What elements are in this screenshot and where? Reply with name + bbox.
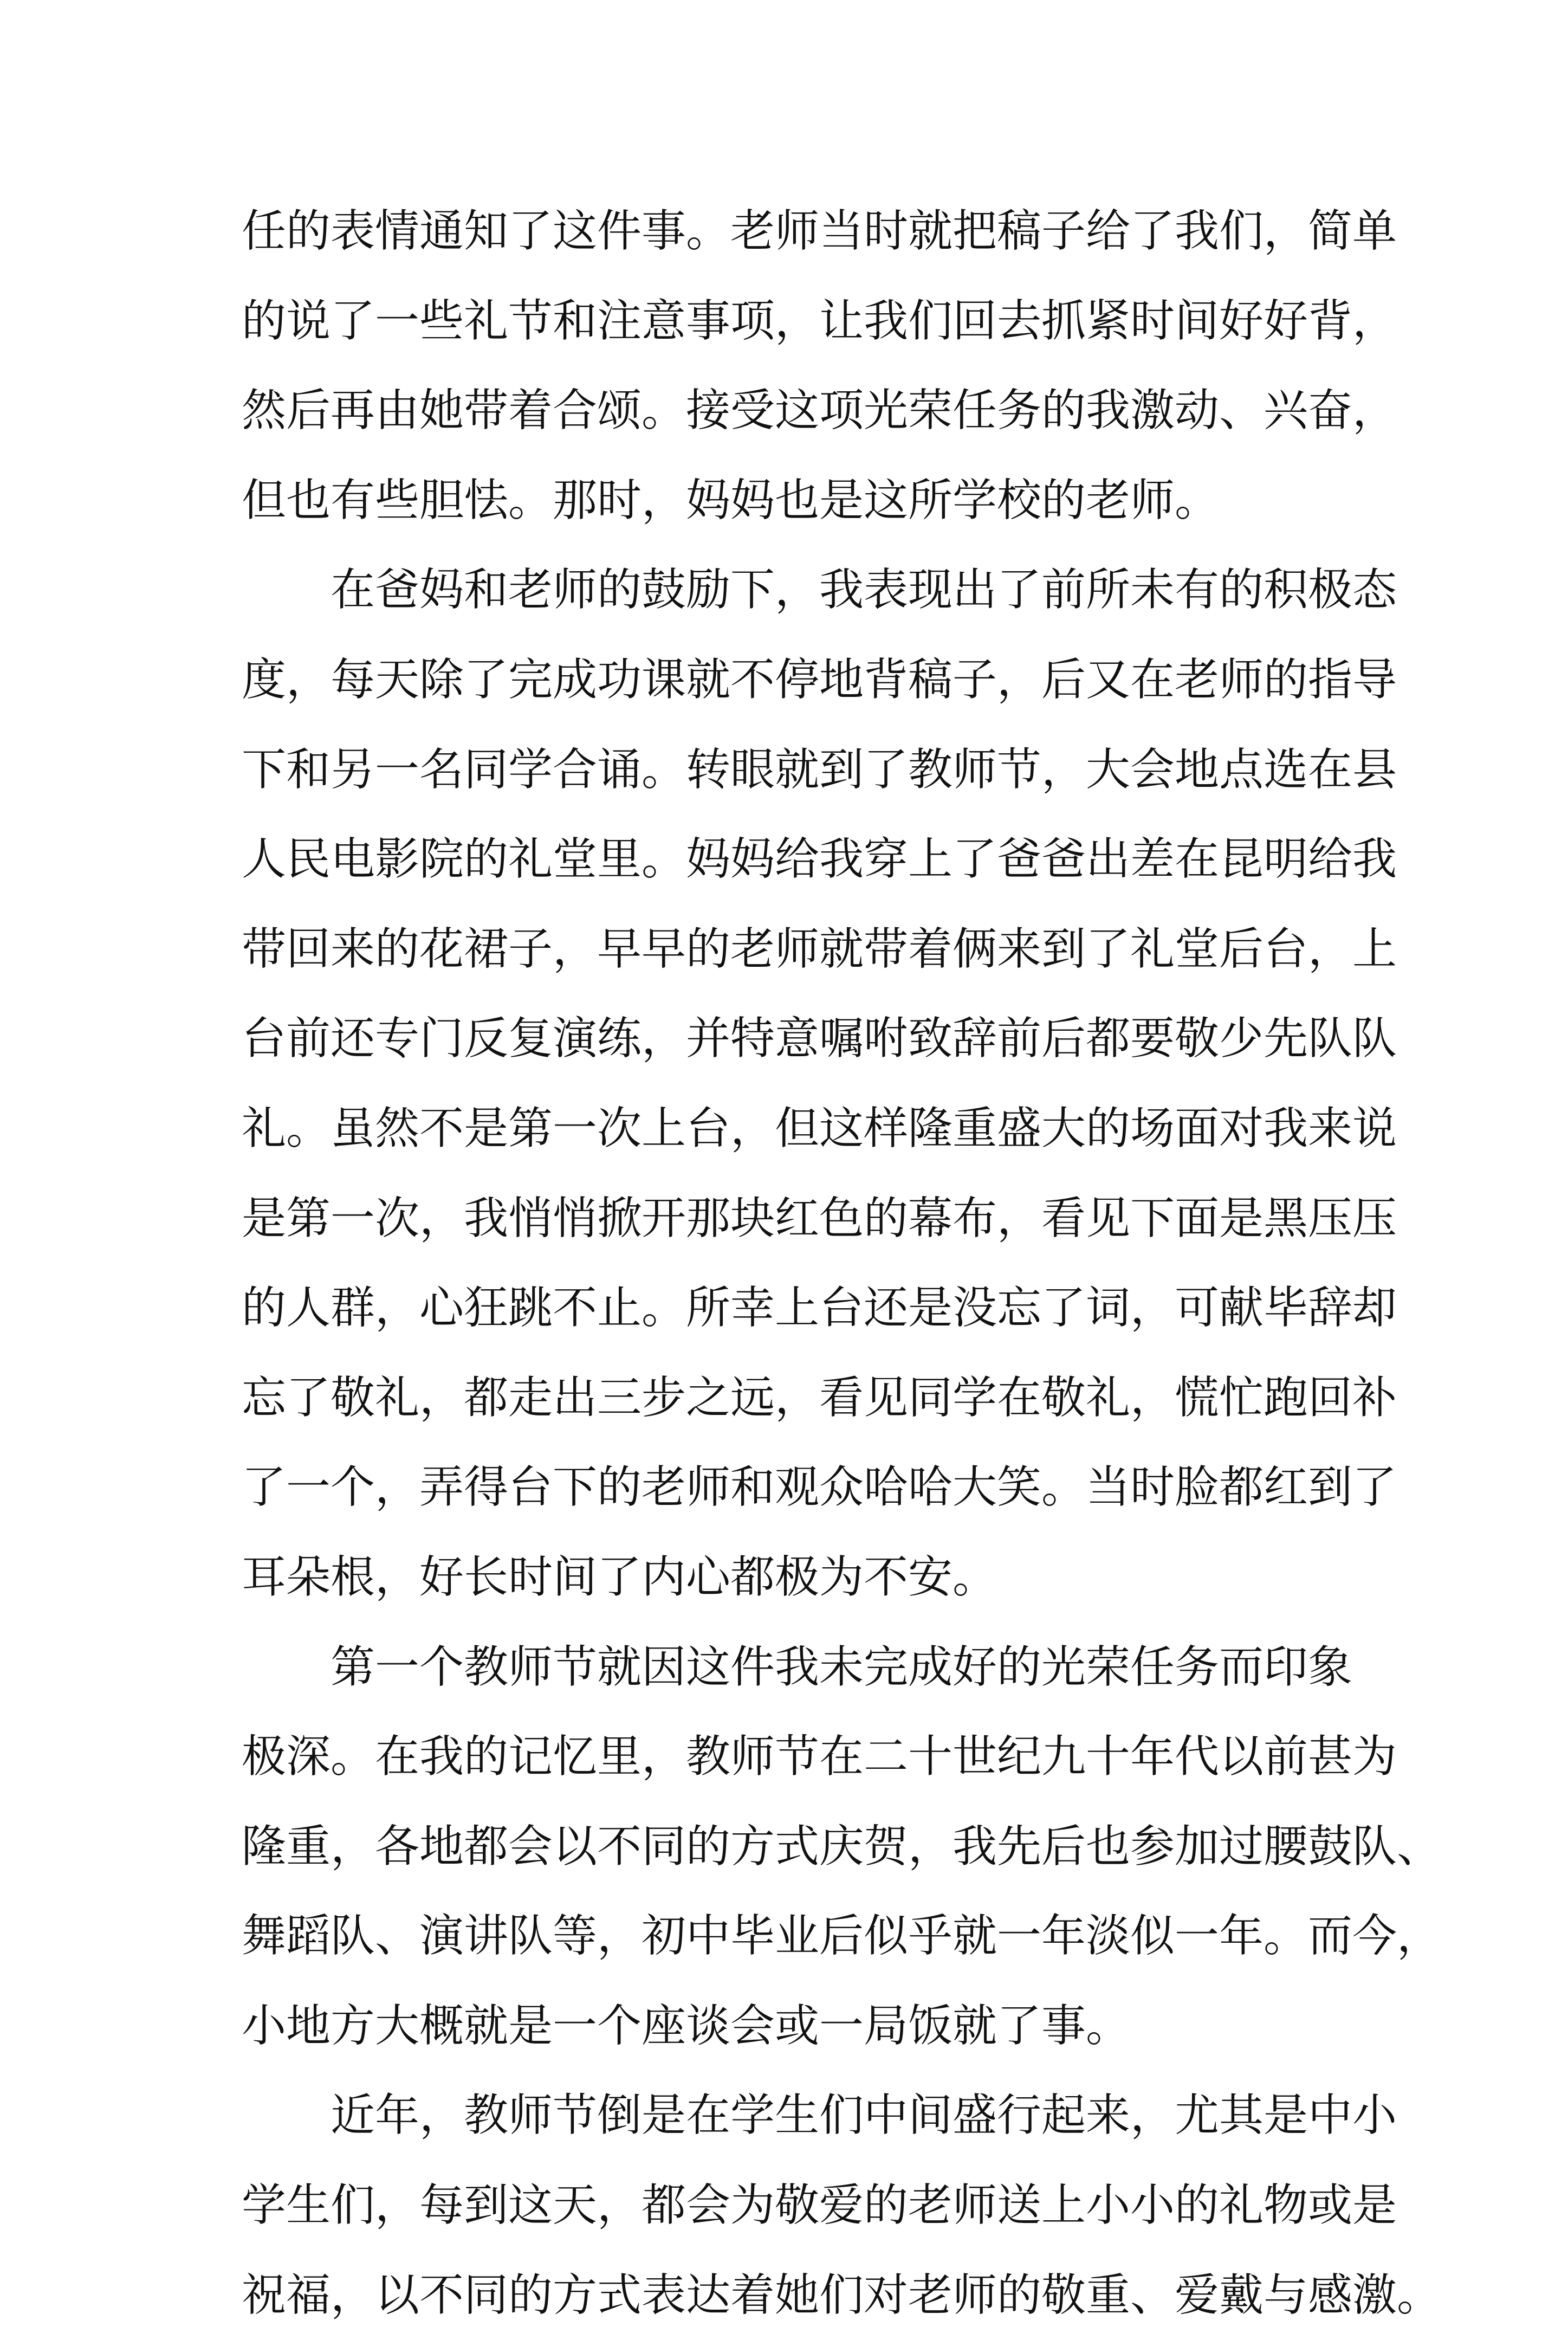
text-line: 祝福，以不同的方式表达着她们对老师的敬重、爱戴与感激。 (242, 2269, 1442, 2321)
text-line: 舞蹈队、演讲队等，初中毕业后似乎就一年淡似一年。而今， (242, 1910, 1442, 1962)
text-line: 台前还专门反复演练，并特意嘱咐致辞前后都要敬少先队队 (242, 1013, 1397, 1065)
text-line: 然后再由她带着合颂。接受这项光荣任务的我激动、兴奋， (242, 385, 1397, 437)
text-line: 耳朵根，好长时间了内心都极为不安。 (242, 1551, 997, 1603)
text-line: 隆重，各地都会以不同的方式庆贺，我先后也参加过腰鼓队、 (242, 1820, 1442, 1872)
paragraph-first-line: 近年，教师节倒是在学生们中间盛行起来，尤其是中小 (331, 2090, 1397, 2142)
text-line: 忘了敬礼，都走出三步之远，看见同学在敬礼，慌忙跑回补 (242, 1372, 1397, 1424)
text-line: 度，每天除了完成功课就不停地背稿子，后又在老师的指导 (242, 654, 1397, 706)
text-line: 人民电影院的礼堂里。妈妈给我穿上了爸爸出差在昆明给我 (242, 833, 1397, 885)
essay-body (242, 186, 1442, 2340)
text-line: 的说了一些礼节和注意事项，让我们回去抓紧时间好好背， (242, 295, 1397, 347)
text-line: 但也有些胆怯。那时，妈妈也是这所学校的老师。 (242, 474, 1220, 526)
text-line: 的人群，心狂跳不止。所幸上台还是没忘了词，可献毕辞却 (242, 1282, 1397, 1334)
text-line: 下和另一名同学合诵。转眼就到了教师节，大会地点选在县 (242, 744, 1397, 796)
text-line: 带回来的花裙子，早早的老师就带着俩来到了礼堂后台，上 (242, 923, 1397, 975)
paragraph-first-line: 在爸妈和老师的鼓励下，我表现出了前所未有的积极态 (331, 564, 1397, 616)
text-line: 任的表情通知了这件事。老师当时就把稿子给了我们，简单 (242, 205, 1397, 257)
text-line: 礼。虽然不是第一次上台，但这样隆重盛大的场面对我来说 (242, 1102, 1397, 1154)
text-line: 极深。在我的记忆里，教师节在二十世纪九十年代以前甚为 (242, 1731, 1397, 1783)
text-line: 是第一次，我悄悄掀开那块红色的幕布，看见下面是黑压压 (242, 1192, 1397, 1244)
text-line: 学生们，每到这天，都会为敬爱的老师送上小小的礼物或是 (242, 2180, 1397, 2232)
text-line: 小地方大概就是一个座谈会或一局饭就了事。 (242, 2000, 1131, 2052)
paragraph-first-line: 第一个教师节就因这件我未完成好的光荣任务而印象 (331, 1641, 1353, 1693)
text-line: 了一个，弄得台下的老师和观众哈哈大笑。当时脸都红到了 (242, 1462, 1397, 1514)
